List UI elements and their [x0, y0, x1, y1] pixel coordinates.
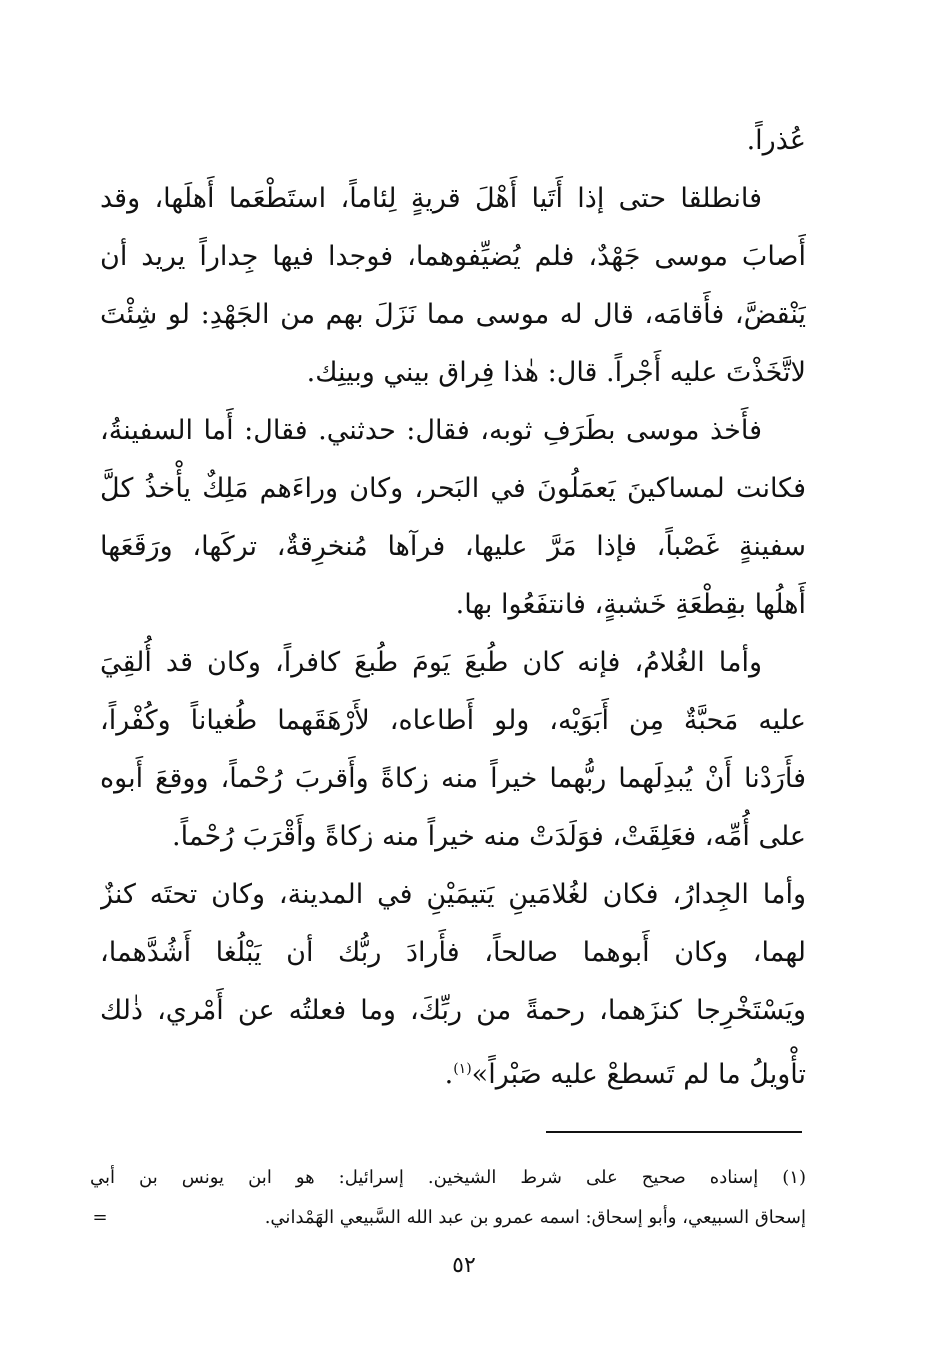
main-text [100, 112, 806, 1098]
text-line: وأما الغُلامُ، فإنه كان طُبعَ يَومَ طُبعَ كافراً، وكان قد أُلقِيَ [100, 647, 762, 678]
paragraph-3 [100, 402, 806, 634]
text-line: على أُمِّه، فعَلِقَتْ، فوَلَدَتْ منه خيراً منه زكاةً وأَقْرَبَ رُحْماً. [172, 821, 806, 852]
text-fragment: تأْويلُ ما لم تَسطعْ عليه صَبْراً» [471, 1059, 806, 1090]
paragraph-2 [100, 170, 806, 402]
footnote-line: (١) إسناده صحيح على شرط الشيخين. إسرائيل: هو ابن يونس بن أبي [90, 1167, 806, 1188]
paragraph-4 [100, 634, 806, 866]
text-line: يَنْقضَّ، فأَقامَه، قال له موسى مما نَزَلَ بهم من الجَهْدِ: لو شِئْتَ [100, 299, 806, 330]
text-line: لاتَّخَذْتَ عليه أَجْراً. قال: هٰذا فِراق بيني وبينِك. [306, 357, 806, 388]
text-line: وأما الجِدارُ، فكان لغُلامَينِ يَتيمَيْنِ في المدينة، وكان تحتَه كنزٌ [100, 879, 806, 910]
paragraph-5 [100, 866, 806, 1098]
footnote-line: إسحاق السبيعي، وأبو إسحاق: اسمه عمرو بن عبد الله السَّبيعي الهَمْداني. [264, 1207, 806, 1228]
text-line: أَهلُها بقِطْعَةِ خَشبةٍ، فانتفَعُوا بها. [455, 589, 806, 620]
footnote-reference[interactable]: (١) [453, 1061, 472, 1077]
sentence-end: . [444, 1059, 454, 1090]
text-line: ويَسْتَخْرِجا كنزَهما، رحمةً من ربِّكَ، وما فعلتُه عن أَمْري، ذٰلك [100, 995, 806, 1026]
footnote-continuation-mark: = [92, 1207, 108, 1228]
text-line: فأَخذ موسى بطَرَفِ ثوبه، فقال: حدثني. فقال: أَما السفينةُ، [100, 415, 762, 446]
text-line: أَصابَ موسى جَهْدٌ، فلم يُضيِّفوهما، فوجدا فيها جِداراً يريد أن [100, 241, 806, 272]
footnotes [90, 1158, 806, 1238]
text-line: عليه مَحبَّةٌ مِن أَبَوَيْه، ولو أَطاعاه، لأَرْهَقَهما طُغياناً وكُفْراً، [100, 705, 806, 736]
text-line-last [100, 1040, 806, 1098]
text-line: فأَرَدْنا أَنْ يُبدِلَهما ربُّهما خيراً منه زكاةً وأَقربَ رُحْماً، ووقعَ أَبوه [100, 763, 806, 794]
paragraph-1 [100, 112, 806, 170]
page-number: ٥٢ [452, 1253, 476, 1278]
footnote-divider [546, 1131, 802, 1133]
text-line: عُذراً. [746, 125, 806, 156]
text-line: فكانت لمساكينَ يَعمَلُونَ في البَحر، وكان وراءَهم مَلِكٌ يأْخذُ كلَّ [100, 473, 806, 504]
text-line: لهما، وكان أَبوهما صالحاً، فأَرادَ ربُّك أن يَبْلُغا أَشُدَّهما، [100, 937, 806, 968]
text-line: سفينةٍ غَصْباً، فإذا مَرَّ عليها، فرآها مُنخرِقةٌ، تركَها، ورَقَعَها [100, 531, 806, 562]
text-line: فانطلقا حتى إذا أَتَيا أَهْلَ قريةٍ لِئاماً، استَطْعَما أَهلَها، وقد [100, 183, 762, 214]
